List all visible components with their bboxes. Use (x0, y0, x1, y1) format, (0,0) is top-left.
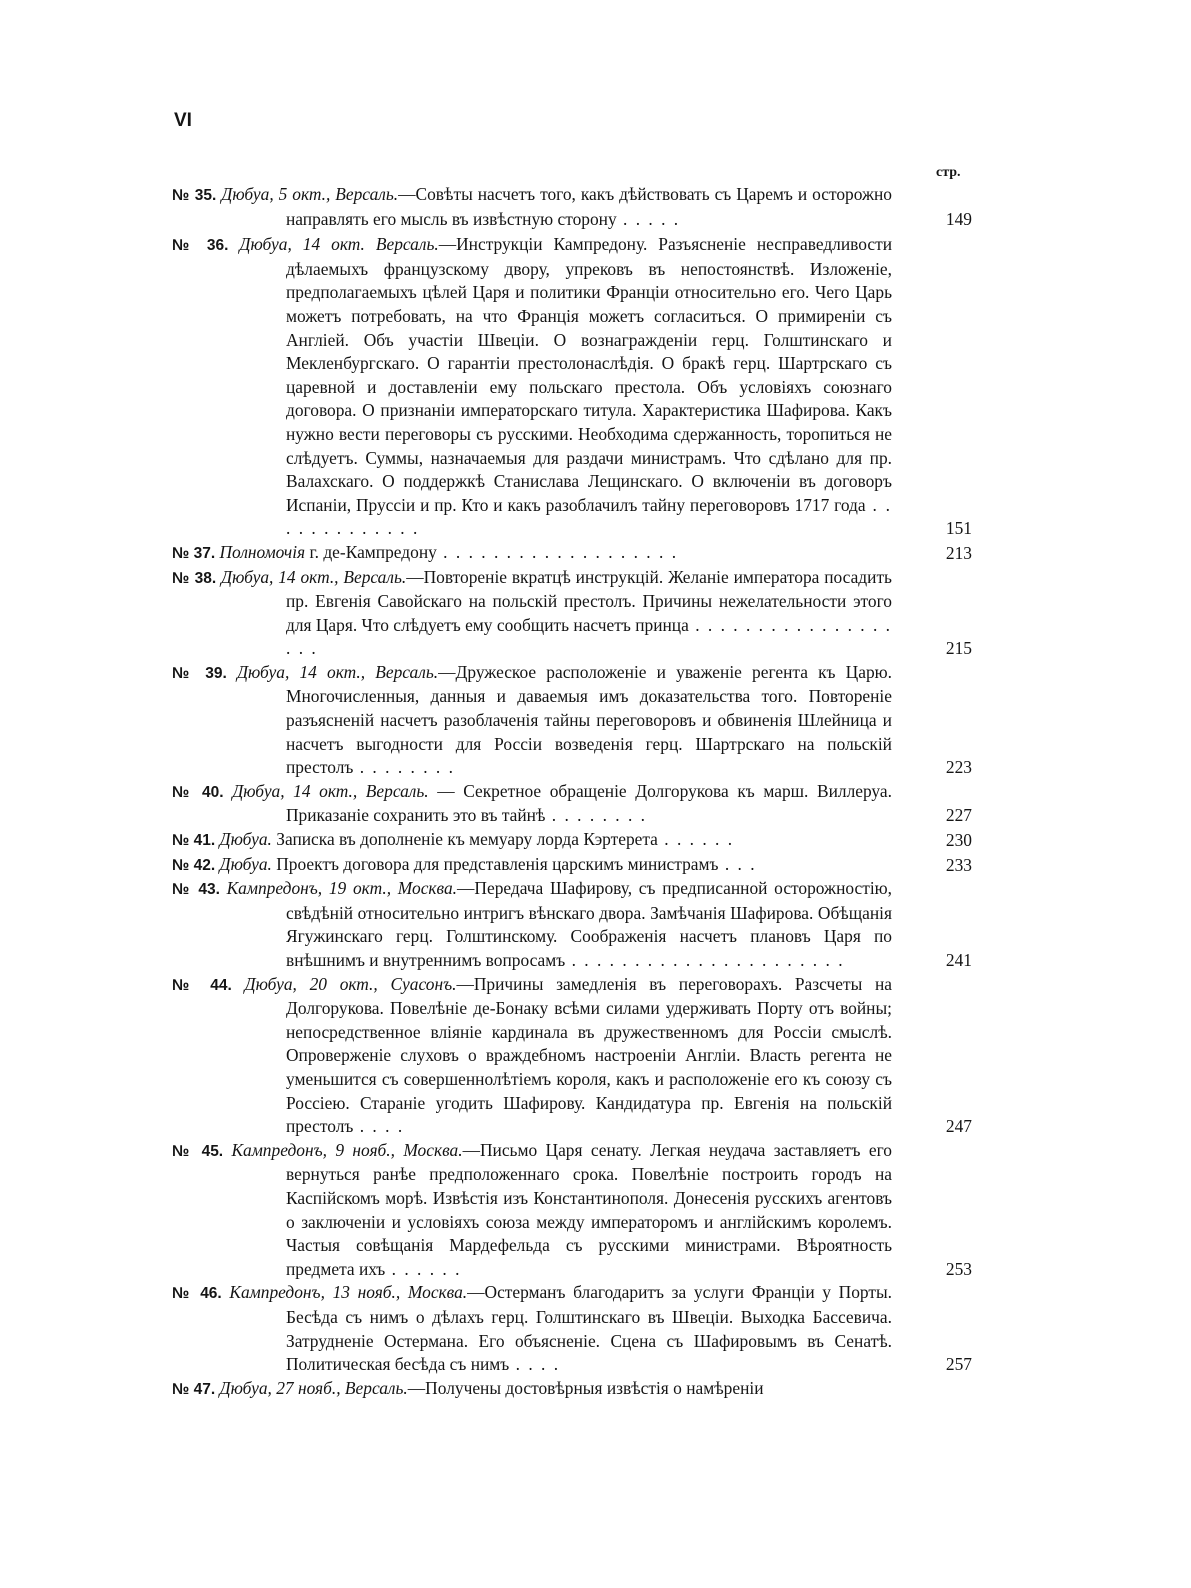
entry-number: № 41. (172, 832, 216, 850)
entry-number: № 40. (172, 783, 224, 801)
entry-heading: Полномочія (219, 541, 306, 562)
entry-number: № 44. (172, 976, 232, 994)
entry-summary: г. де-Кампредону (305, 541, 437, 562)
entry-summary: Проектъ договора для представленія царскимъ министрамъ (271, 853, 719, 874)
table-of-contents (172, 183, 972, 1401)
leader-dots: . . . . . . . . . . . . . . . . . . . (286, 614, 893, 659)
toc-entry-45 (172, 1139, 972, 1282)
leader-dots: . . . . . . . . . . . . . . . . . . . (436, 541, 679, 562)
toc-entry-39 (172, 661, 972, 780)
entry-heading: Кампредонъ, 19 окт., Москва. (226, 878, 458, 899)
toc-entry-35 (172, 183, 972, 231)
entry-heading: Кампредонъ, 13 нояб., Москва. (229, 1282, 468, 1303)
entry-page-number: 149 (945, 208, 972, 229)
entry-heading: Дюбуа. (219, 829, 272, 850)
toc-entry-43 (172, 877, 972, 972)
entry-page-number: 227 (945, 805, 972, 826)
toc-entry-37 (172, 541, 972, 566)
entry-heading: Дюбуа, 5 окт., Версаль. (221, 184, 399, 204)
toc-entry-38 (172, 566, 972, 661)
entry-page-number: 247 (945, 1116, 972, 1137)
toc-entry-47 (172, 1377, 972, 1402)
toc-entry-44 (172, 973, 972, 1139)
leader-dots: . . . . . (616, 208, 681, 229)
entry-heading: Дюбуа, 27 нояб., Версаль. (219, 1377, 408, 1398)
entry-number: № 36. (172, 237, 229, 255)
entry-summary: —Получены достовѣрныя извѣстія о намѣреніи (407, 1377, 764, 1398)
entry-page-number: 230 (945, 830, 972, 851)
entry-heading: Дюбуа, 14 окт., Версаль. (236, 661, 439, 682)
entry-summary: —Инструкціи Кампредону. Разъясненіе несправедливости дѣлаемыхъ французскому двору, упрековъ въ непостоянствѣ. Изложеніе, предполагаемыхъ цѣлей Царя и политики Франціи относительно его. Чего Царь можетъ потребовать, на что Франція можетъ согласиться. О примиреніи съ Англіей. Объ участіи Швеціи. О вознагражденіи герц. Голштинскаго и Мекленбургскаго. О гарантіи престолонаслѣдія. О бракѣ герц. Шартрскаго съ царевной и доставленіи ему польскаго престола. Объ условіяхъ союзнаго договора. О признаніи императорскаго титула. Характеристика Шафирова. Какъ нужно вести переговоры съ русскими. Необходима сдержанность, торопиться не слѣдуетъ. Суммы, назначаемыя для раздачи министрамъ. Что сдѣлано для пр. Валахскаго. О поддержкѣ Станислава Лещинскаго. О включеніи въ договоръ Испаніи, Пруссіи и пр. Кто и какъ разоблачилъ тайну переговоровъ 1717 года (286, 234, 892, 515)
entry-number: № 46. (172, 1285, 222, 1303)
leader-dots: . . . . (353, 1116, 405, 1137)
entry-heading: Дюбуа. (219, 853, 272, 874)
leader-dots: . . . . . . . . (353, 757, 455, 778)
entry-number: № 47. (172, 1380, 216, 1398)
entry-summary: —Дружеское расположеніе и уваженіе регента къ Царю. Многочисленныя, данныя и даваемыя имъ доказательства того. Повтореніе разъясненій насчетъ разоблаченія тайны переговоровъ и обвиненія Шлейница и насчетъ выгодности для Россіи возведенія герц. Шартрскаго на польскій престолъ (286, 661, 892, 778)
entry-summary: —Письмо Царя сенату. Легкая неудача заставляетъ его вернуться ранѣе предположеннаго срока. Повелѣніе построить городъ на Каспійскомъ морѣ. Извѣстія изъ Константинополя. Донесенія русскихъ агентовъ о заключеніи и условіяхъ союза между императоромъ и англійскимъ королемъ. Частыя совѣщанія Мардефельда съ русскими министрами. Вѣроятность предмета ихъ (286, 1139, 892, 1279)
entry-summary: —Передача Шафирову, съ предписанной осторожностію, свѣдѣній относительно интригъ вѣнскаго двора. Замѣчанія Шафирова. Обѣщанія Ягужинскаго герц. Голштинскому. Соображенія насчетъ плановъ Царя по внѣшнимъ и внутреннимъ вопросамъ (286, 878, 892, 970)
entry-number: № 35. (172, 187, 217, 204)
toc-entry-41 (172, 828, 972, 853)
entry-number: № 42. (172, 856, 216, 874)
entry-summary: —Остерманъ благодаритъ за услуги Франціи у Порты. Бесѣда съ нимъ о дѣлахъ герц. Голштинскаго въ Швеціи. Выходка Бассевича. Затрудненіе Остермана. Его объясненіе. Сцена съ Шафировымъ въ Сенатѣ. Политическая бесѣда съ нимъ (286, 1282, 892, 1375)
entry-page-number: 253 (945, 1258, 972, 1279)
entry-heading: Кампредонъ, 9 нояб., Москва. (231, 1139, 463, 1160)
page-column-header: стр. (936, 165, 961, 180)
entry-number: № 43. (172, 881, 220, 899)
toc-entry-36 (172, 233, 972, 541)
leader-dots: . . . . . . (385, 1258, 462, 1279)
toc-entry-40 (172, 780, 972, 828)
entry-page-number: 213 (945, 542, 972, 563)
entry-heading: Дюбуа, 20 окт., Суасонъ. (244, 973, 457, 994)
page-number: VI (174, 110, 192, 131)
entry-page-number: 151 (945, 518, 972, 539)
entry-page-number: 241 (945, 950, 972, 970)
toc-entry-46 (172, 1281, 972, 1376)
leader-dots: . . . (718, 853, 757, 874)
leader-dots: . . . . (509, 1354, 561, 1375)
entry-number: № 39. (172, 664, 227, 682)
entry-page-number: 257 (945, 1354, 972, 1375)
entry-number: № 37. (172, 544, 216, 562)
entry-page-number: 223 (945, 757, 972, 778)
entry-heading: Дюбуа, 14 окт., Версаль. (221, 566, 407, 587)
entry-page-number: 233 (945, 854, 972, 875)
entry-summary: —Причины замедленія въ переговорахъ. Разсчеты на Долгорукова. Повелѣніе де-Бонаку всѣми силами удерживать Порту отъ войны; непосредственное вліяніе кардинала въ дружественномъ для Россіи смыслѣ. Опроверженіе слуховъ о враждебномъ настроеніи Англіи. Власть регента не уменьшится съ совершеннолѣтіемъ короля, какъ и расположеніе его къ союзу съ Россіею. Стараніе угодить Шафирову. Кандидатура пр. Евгенія на польскій престолъ (286, 973, 892, 1137)
entry-heading: Дюбуа, 14 окт., Версаль. (232, 780, 429, 801)
entry-summary: —Совѣты насчетъ того, какъ дѣйствовать съ Царемъ и осторожно направлять его мысль въ извѣстную сторону (286, 184, 893, 229)
entry-page-number: 215 (945, 638, 972, 659)
leader-dots: . . . . . . . . (545, 805, 647, 826)
leader-dots: . . . . . . . . . . . . . . . . . . . . . . (565, 950, 845, 970)
entry-summary: —Повтореніе вкратцѣ инструкцій. Желаніе императора посадить пр. Евгенія Савойскаго на польскій престолъ. Причины нежелательности этого для Царя. Что слѣдуетъ ему сообщить насчетъ принца (286, 566, 892, 635)
entry-summary: Записка въ дополненіе къ мемуару лорда Кэртерета (271, 829, 658, 850)
entry-summary: — Секретное обращеніе Долгорукова къ марш. Виллеруа. Приказаніе сохранить это въ тайнѣ (286, 780, 892, 826)
leader-dots: . . . . . . . . . . . . . (286, 494, 892, 539)
entry-heading: Дюбуа, 14 окт. Версаль. (239, 234, 439, 255)
leader-dots: . . . . . . (657, 829, 735, 850)
entry-number: № 38. (172, 569, 217, 587)
toc-entry-42 (172, 853, 972, 878)
entry-number: № 45. (172, 1142, 224, 1160)
